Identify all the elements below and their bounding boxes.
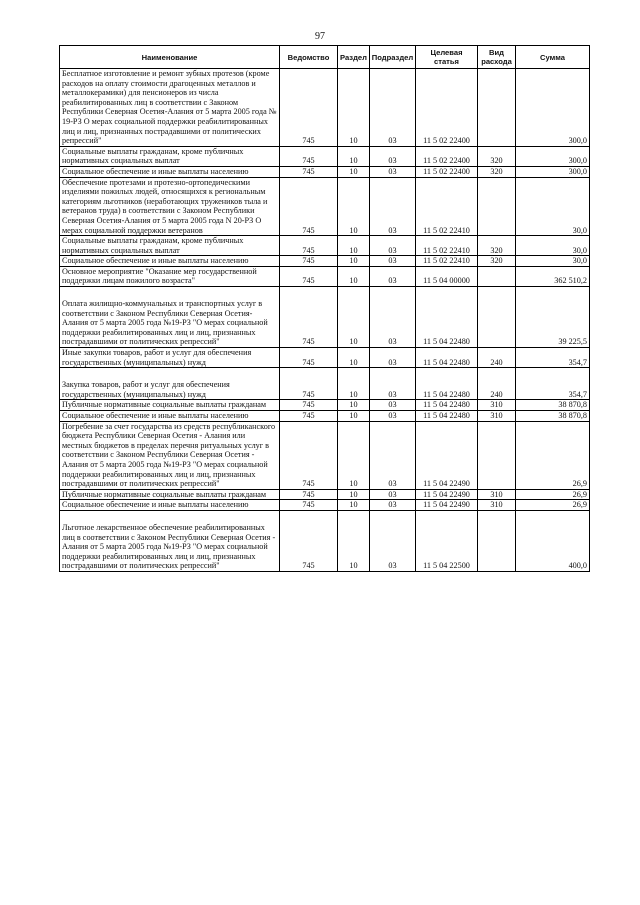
row-target [416,421,478,489]
row-dept [280,368,338,400]
row-dept [280,177,338,236]
row-dept [280,166,338,177]
row-section-text: 10 [349,276,358,286]
row-name-text: Социальное обеспечение и иные выплаты населению [62,166,249,176]
table-row [60,510,590,571]
row-name-text: Иные закупки товаров, работ и услуг для обеспечения государственных (муниципальных) нужд [62,348,252,367]
row-name-text: Оплата жилищно-коммунальных и транспортных услуг в соответствии с Законом Республики Северная Осетия-Алания от 5 марта 2005 года №19-РЗ "О мерах социальной поддержки реабилитированных лиц и лиц, признанных пострадавшими от политических репрессий" [62,299,268,347]
row-target-text: 11 5 04 22490 [423,500,470,510]
row-name [60,348,280,368]
row-target-text: 11 5 04 22480 [423,389,470,399]
row-section-text: 10 [349,256,358,266]
header-subsection: Подраздел [370,46,416,69]
row-exp-type [478,236,516,256]
row-name [60,368,280,400]
row-target [416,411,478,422]
row-amount-text: 26,9 [572,489,587,499]
row-amount [516,400,590,411]
row-target [416,146,478,166]
row-section [338,177,370,236]
row-name-text: Льготное лекарственное обеспечение реабилитированных лиц в соответствии с Законом Республики Северная Осетия - Алания от 5 марта 2005 года №19-РЗ "О мерах социальной поддержки реабилитированных лиц и лиц, признанных пострадавшими от политических репрессий" [62,522,276,571]
row-name-text: Публичные нормативные социальные выплаты гражданам [62,489,267,499]
table-row [60,421,590,489]
row-section [338,287,370,348]
row-name-text: Социальные выплаты гражданам, кроме публичных нормативных социальных выплат [62,236,244,255]
row-dept [280,69,338,147]
row-dept-text: 745 [302,245,315,255]
row-dept-text: 745 [302,561,315,571]
row-section [338,236,370,256]
row-section [338,411,370,422]
row-subsection [370,69,416,147]
row-name [60,411,280,422]
row-exp-type [478,69,516,147]
row-target [416,500,478,511]
row-amount [516,177,590,236]
row-exp-type [478,400,516,411]
row-name-text: Социальное обеспечение и иные выплаты населению [62,500,249,510]
row-target-text: 11 5 02 22400 [423,136,470,146]
table-row [60,489,590,500]
row-exp-type [478,510,516,571]
row-target [416,287,478,348]
row-section-text: 10 [349,156,358,166]
row-exp-type-text: 320 [490,245,503,255]
row-dept-text: 745 [302,225,315,235]
row-section-text: 10 [349,479,358,489]
row-target-text: 11 5 04 22490 [423,479,470,489]
row-section [338,500,370,511]
header-section: Раздел [338,46,370,69]
row-subsection [370,287,416,348]
table-row [60,266,590,286]
row-target-text: 11 5 04 22480 [423,411,470,420]
row-dept-text: 745 [302,136,315,146]
row-section [338,421,370,489]
row-amount [516,236,590,256]
row-exp-type [478,411,516,422]
row-subsection-text: 03 [388,500,397,510]
row-name [60,177,280,236]
row-subsection [370,348,416,368]
row-name [60,489,280,500]
row-section-text: 10 [349,561,358,571]
row-dept-text: 745 [302,156,315,166]
row-subsection-text: 03 [388,166,397,176]
row-exp-type-text: 320 [490,166,503,176]
row-subsection [370,411,416,422]
row-target [416,348,478,368]
row-dept [280,489,338,500]
table-row [60,166,590,177]
row-subsection [370,177,416,236]
row-amount-text: 400,0 [568,561,587,571]
row-target-text: 11 5 04 00000 [423,276,470,286]
row-section-text: 10 [349,411,358,420]
row-dept-text: 745 [302,256,315,266]
row-target-text: 11 5 02 22400 [423,156,470,166]
row-target-text: 11 5 04 22490 [423,489,470,499]
row-target [416,510,478,571]
row-name [60,236,280,256]
row-name [60,69,280,147]
row-amount [516,368,590,400]
row-subsection-text: 03 [388,400,397,410]
row-target [416,177,478,236]
row-exp-type-text: 240 [490,389,503,399]
row-exp-type-text: 320 [490,156,503,166]
header-amount: Сумма [516,46,590,69]
row-dept [280,256,338,267]
row-section-text: 10 [349,245,358,255]
row-subsection-text: 03 [388,389,397,399]
row-amount-text: 30,0 [572,256,587,266]
row-target-text: 11 5 04 22500 [423,561,470,571]
row-amount [516,266,590,286]
row-amount [516,489,590,500]
row-target-text: 11 5 02 22400 [423,166,470,176]
row-name [60,510,280,571]
row-exp-type-text: 310 [490,489,503,499]
row-name [60,266,280,286]
row-amount [516,166,590,177]
row-name [60,256,280,267]
row-subsection-text: 03 [388,561,397,571]
row-name [60,287,280,348]
row-section-text: 10 [349,357,358,367]
row-dept-text: 745 [302,400,315,410]
row-exp-type [478,500,516,511]
row-subsection-text: 03 [388,136,397,146]
row-dept [280,236,338,256]
header-dept: Ведомство [280,46,338,69]
row-target [416,489,478,500]
row-amount-text: 26,9 [572,500,587,510]
row-section-text: 10 [349,225,358,235]
row-name-text: Социальные выплаты гражданам, кроме публичных нормативных социальных выплат [62,146,244,166]
header-name: Наименование [60,46,280,69]
row-amount-text: 39 225,5 [558,337,587,347]
row-exp-type [478,489,516,500]
page-number: 97 [315,31,325,42]
table-row [60,146,590,166]
row-amount [516,146,590,166]
row-subsection [370,500,416,511]
row-exp-type [478,177,516,236]
row-dept-text: 745 [302,411,315,420]
row-dept [280,146,338,166]
row-subsection-text: 03 [388,225,397,235]
row-amount-text: 30,0 [572,225,587,235]
table-row [60,500,590,511]
row-subsection [370,368,416,400]
row-dept [280,348,338,368]
row-section [338,400,370,411]
row-dept-text: 745 [302,337,315,347]
row-amount-text: 26,9 [572,479,587,489]
row-exp-type-text: 310 [490,411,503,420]
row-section-text: 10 [349,489,358,499]
row-subsection-text: 03 [388,156,397,166]
row-section-text: 10 [349,400,358,410]
row-section-text: 10 [349,166,358,176]
row-section [338,69,370,147]
row-spacer [62,511,277,523]
row-name-text: Бесплатное изготовление и ремонт зубных протезов (кроме расходов на оплату стоимости драгоценных металлов и металлокерамики) для пенсионеров из числа реабилитированных лиц в соответствии с Законом Республики Северная Осетия-Алания от 5 марта 2005 года № 19-РЗ О мерах социальной поддержки реабилитированных лиц и лиц, признанных пострадавшими от политических репрессий" [62,69,277,146]
row-subsection-text: 03 [388,479,397,489]
row-subsection [370,489,416,500]
row-dept-text: 745 [302,500,315,510]
row-amount [516,287,590,348]
row-dept-text: 745 [302,479,315,489]
row-exp-type [478,256,516,267]
row-dept-text: 745 [302,489,315,499]
row-dept [280,400,338,411]
row-subsection-text: 03 [388,357,397,367]
row-name-text: Социальное обеспечение и иные выплаты населению [62,256,249,266]
row-amount [516,256,590,267]
row-name [60,146,280,166]
row-target [416,368,478,400]
row-dept-text: 745 [302,357,315,367]
row-dept [280,266,338,286]
table-row [60,368,590,400]
row-target-text: 11 5 04 22480 [423,357,470,367]
row-subsection [370,236,416,256]
budget-table [59,45,590,572]
row-subsection-text: 03 [388,411,397,420]
row-section-text: 10 [349,389,358,399]
row-subsection-text: 03 [388,245,397,255]
row-name-text: Основное мероприятие "Оказание мер государственной поддержки лицам пожилого возраста" [62,266,257,286]
table-row [60,411,590,422]
row-exp-type [478,287,516,348]
row-exp-type-text: 240 [490,357,503,367]
row-name [60,500,280,511]
row-subsection-text: 03 [388,337,397,347]
row-name [60,421,280,489]
row-name-text: Обеспечение протезами и протезно-ортопедическими изделиями пожилых людей, относящихся к региональным категориям льготников (неработающих тружеников тыла и ветеранов труда) в соответствии с Законом Республики Северная Осетия-Алания от 5 марта 2005 года N 20-РЗ О мерах социальной поддержки ветеранов [62,177,268,235]
row-amount-text: 300,0 [568,156,587,166]
row-section [338,266,370,286]
row-amount [516,421,590,489]
row-dept [280,287,338,348]
row-dept [280,500,338,511]
row-subsection-text: 03 [388,256,397,266]
row-subsection [370,510,416,571]
row-name-text: Закупка товаров, работ и услуг для обеспечения государственных (муниципальных) нужд [62,380,230,399]
row-amount-text: 38 870,8 [558,400,587,410]
row-subsection [370,400,416,411]
row-exp-type-text: 320 [490,256,503,266]
row-section-text: 10 [349,337,358,347]
table-row [60,287,590,348]
row-subsection [370,256,416,267]
row-exp-type [478,146,516,166]
row-exp-type [478,368,516,400]
table-row [60,256,590,267]
row-section [338,510,370,571]
row-exp-type [478,166,516,177]
row-dept-text: 745 [302,166,315,176]
row-amount [516,348,590,368]
row-section-text: 10 [349,136,358,146]
row-target [416,400,478,411]
row-name [60,400,280,411]
row-section [338,348,370,368]
table-row [60,400,590,411]
row-amount [516,69,590,147]
row-exp-type [478,266,516,286]
row-amount [516,500,590,511]
row-name [60,166,280,177]
row-amount-text: 30,0 [572,245,587,255]
row-target-text: 11 5 02 22410 [423,245,470,255]
table-row [60,348,590,368]
row-subsection [370,421,416,489]
row-exp-type-text: 310 [490,400,503,410]
row-target-text: 11 5 04 22480 [423,400,470,410]
row-section [338,489,370,500]
row-subsection-text: 03 [388,276,397,286]
row-amount-text: 38 870,8 [558,411,587,420]
row-subsection [370,146,416,166]
header-exp-type: Вид расхода [478,46,516,69]
row-dept-text: 745 [302,276,315,286]
table-row [60,177,590,236]
row-subsection [370,266,416,286]
table-header-row [60,46,590,69]
row-section-text: 10 [349,500,358,510]
row-amount [516,411,590,422]
row-dept [280,510,338,571]
row-dept [280,411,338,422]
row-spacer [62,287,277,299]
table-body [60,69,590,572]
row-amount-text: 300,0 [568,166,587,176]
row-section [338,368,370,400]
row-target-text: 11 5 02 22410 [423,225,470,235]
row-name-text: Публичные нормативные социальные выплаты гражданам [62,400,267,410]
row-target-text: 11 5 02 22410 [423,256,470,266]
row-target [416,266,478,286]
header-target: Целевая статья [416,46,478,69]
row-section [338,146,370,166]
row-target [416,69,478,147]
table-row [60,236,590,256]
row-amount-text: 354,7 [568,357,587,367]
row-name-text: Социальное обеспечение и иные выплаты населению [62,411,249,420]
row-amount-text: 300,0 [568,136,587,146]
row-amount [516,510,590,571]
row-amount-text: 362 510,2 [554,276,587,286]
row-exp-type [478,348,516,368]
row-target-text: 11 5 04 22480 [423,337,470,347]
table-row [60,69,590,147]
row-subsection-text: 03 [388,489,397,499]
row-dept-text: 745 [302,389,315,399]
row-amount-text: 354,7 [568,389,587,399]
row-section [338,256,370,267]
row-name-text: Погребение за счет государства из средств республиканского бюджета Республики Северная Осетия - Алания или местных бюджетов в пределах перечня ритуальных услуг в соответствии с Законом Республики Северная Осетия - Алания от 5 марта 2005 года №19-РЗ "О мерах социальной поддержки реабилитированных лиц и лиц, признанных пострадавшими от политических репрессий" [62,421,276,489]
row-target [416,166,478,177]
row-exp-type [478,421,516,489]
row-target [416,236,478,256]
row-subsection [370,166,416,177]
row-target [416,256,478,267]
row-spacer [62,368,277,380]
row-dept [280,421,338,489]
row-exp-type-text: 310 [490,500,503,510]
row-section [338,166,370,177]
